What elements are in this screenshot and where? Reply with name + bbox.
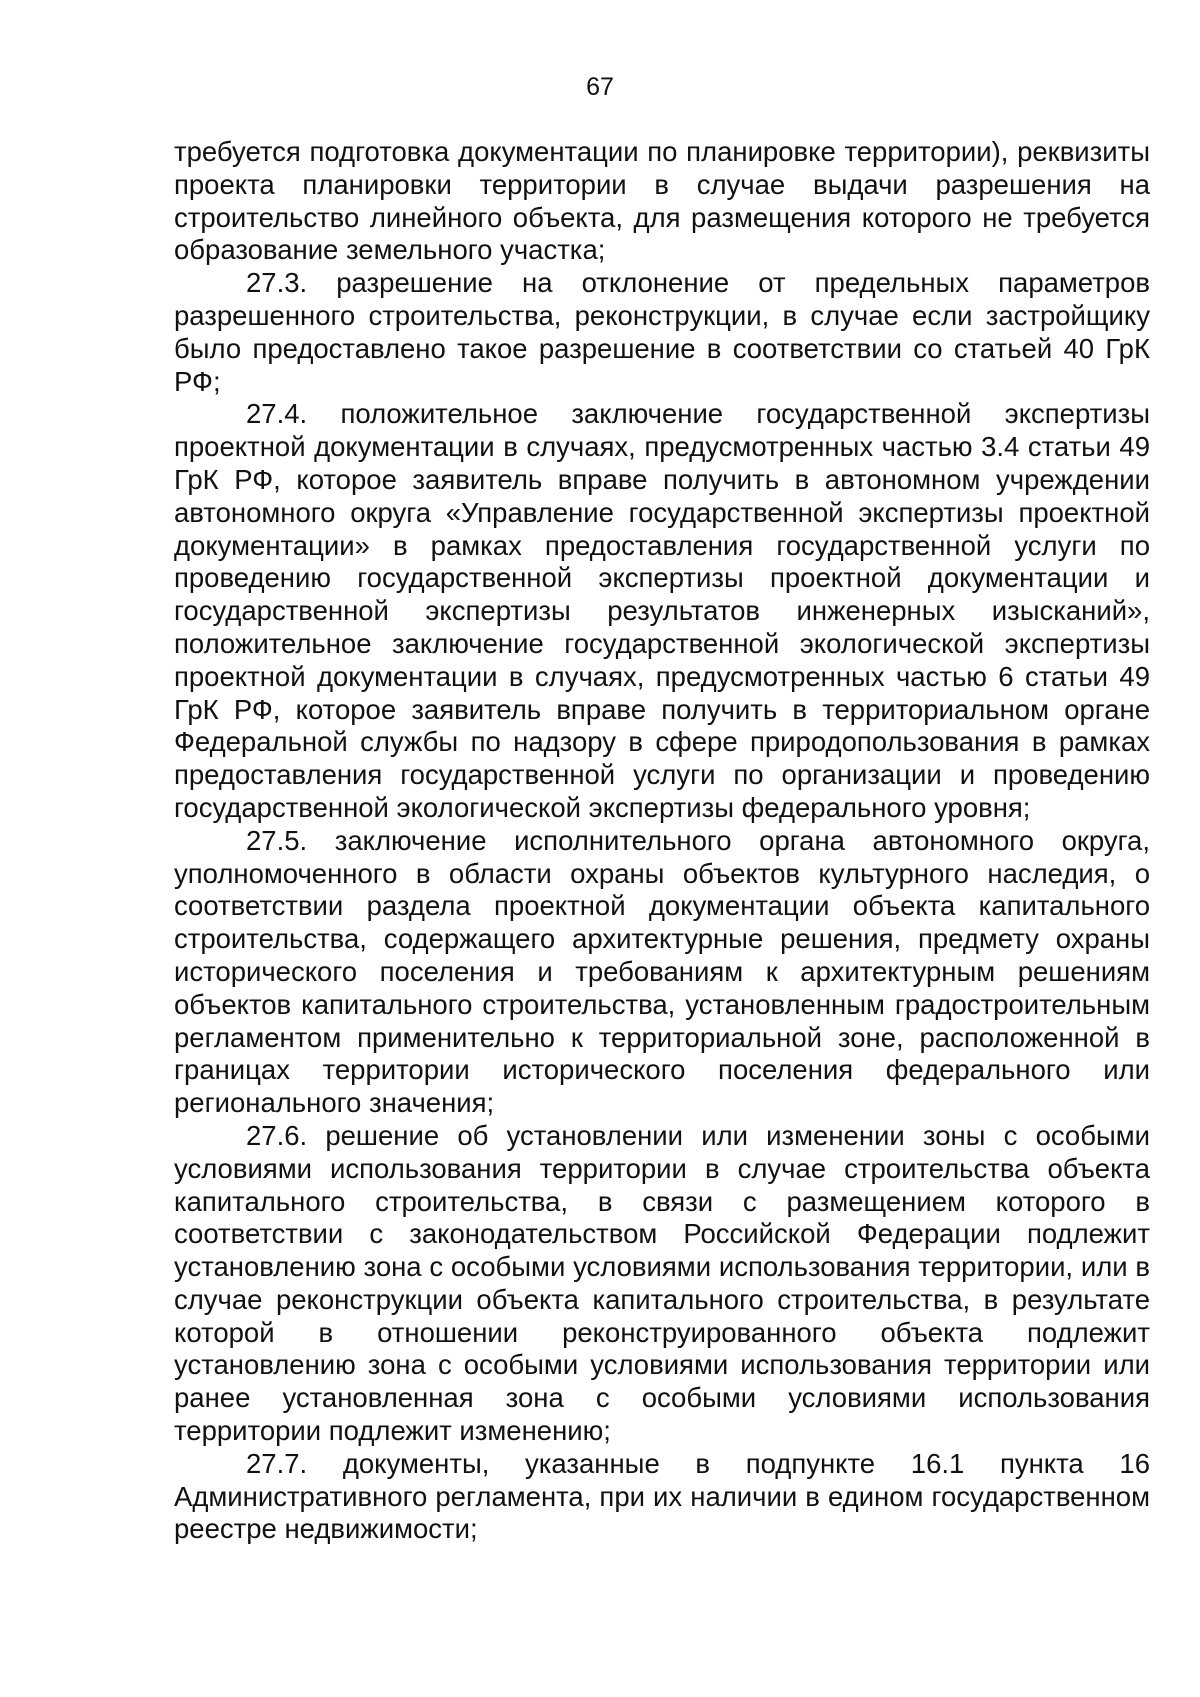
paragraph-27-5: 27.5. заключение исполнительного органа автономного округа, уполномоченного в области охраны объектов культурного наследия, о соответствии раздела проектной документации объекта капитального строительства, содержащего архитектурные решения, предмету охраны исторического поселения и требованиям к архитектурным решениям объектов капитального строительства, установленным градостроительным регламентом применительно к территориальной зоне, расположенной в границах территории исторического поселения федерального или регионального значения; <box>174 824 1150 1119</box>
document-body <box>174 136 1150 1546</box>
paragraph-27-4: 27.4. положительное заключение государственной экспертизы проектной документации в случаях, предусмотренных частью 3.4 статьи 49 ГрК РФ, которое заявитель вправе получить в автономном учреждении автономного округа «Управление государственной экспертизы проектной документации» в рамках предоставления государственной услуги по проведению государственной экспертизы проектной документации и государственной экспертизы результатов инженерных изысканий», положительное заключение государственной экологической экспертизы проектной документации в случаях, предусмотренных частью 6 статьи 49 ГрК РФ, которое заявитель вправе получить в территориальном органе Федеральной службы по надзору в сфере природопользования в рамках предоставления государственной услуги по организации и проведению государственной экологической экспертизы федерального уровня; <box>174 398 1150 823</box>
paragraph-27-7: 27.7. документы, указанные в подпункте 16.1 пункта 16 Административного регламента, при их наличии в едином государственном реестре недвижимости; <box>174 1447 1150 1545</box>
paragraph-continuation: требуется подготовка документации по планировке территории), реквизиты проекта планировки территории в случае выдачи разрешения на строительство линейного объекта, для размещения которого не требуется образование земельного участка; <box>174 136 1150 266</box>
page-number: 67 <box>586 73 614 101</box>
paragraph-27-6: 27.6. решение об установлении или изменении зоны с особыми условиями использования территории в случае строительства объекта капитального строительства, в связи с размещением которого в соответствии с законодательством Российской Федерации подлежит установлению зона с особыми условиями использования территории, или в случае реконструкции объекта капитального строительства, в результате которой в отношении реконструированного объекта подлежит установлению зона с особыми условиями использования территории или ранее установленная зона с особыми условиями использования территории подлежит изменению; <box>174 1119 1150 1447</box>
paragraph-27-3: 27.3. разрешение на отклонение от предельных параметров разрешенного строительства, реконструкции, в случае если застройщику было предоставлено такое разрешение в соответствии со статьей 40 ГрК РФ; <box>174 267 1150 397</box>
